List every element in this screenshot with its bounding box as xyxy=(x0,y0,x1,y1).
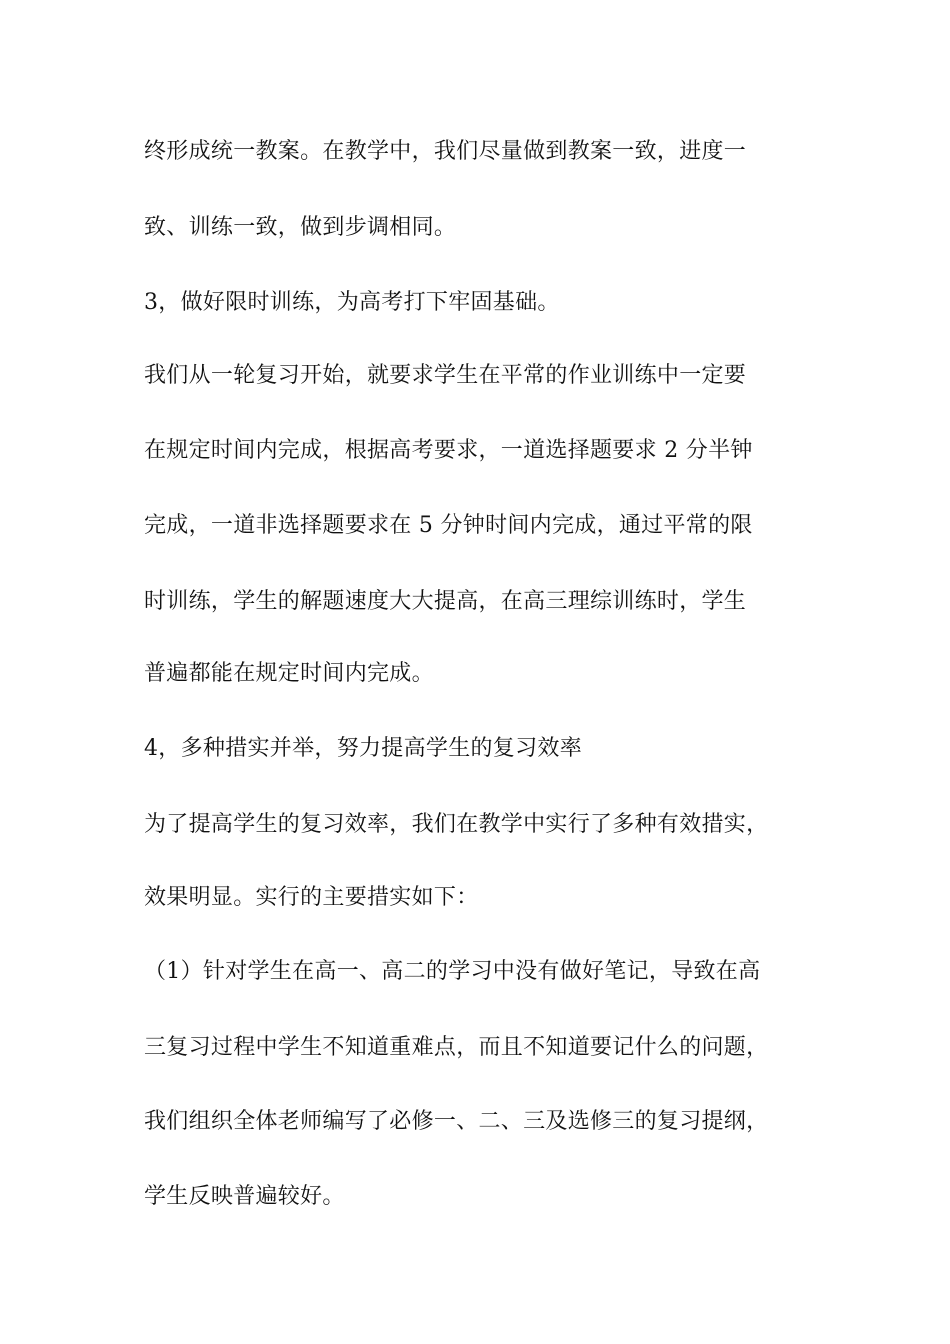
paragraph-line: 致、训练一致，做到步调相同。 xyxy=(144,215,457,240)
paragraph-line: 在规定时间内完成，根据高考要求，一道选择题要求 2 分半钟 xyxy=(144,438,753,463)
paragraph-line: 我们组织全体老师编写了必修一、二、三及选修三的复习提纲， xyxy=(144,1109,769,1134)
paragraph-line: 普遍都能在规定时间内完成。 xyxy=(144,661,434,686)
paragraph-line: 我们从一轮复习开始，就要求学生在平常的作业训练中一定要 xyxy=(144,363,747,388)
paragraph-line: 三复习过程中学生不知道重难点，而且不知道要记什么的问题， xyxy=(144,1035,769,1060)
section-heading: 3，做好限时训练，为高考打下牢固基础。 xyxy=(144,290,560,315)
paragraph-line: 效果明显。实行的主要措实如下： xyxy=(144,885,479,910)
paragraph-line: 终形成统一教案。在教学中，我们尽量做到教案一致，进度一 xyxy=(144,139,747,164)
section-heading: 4，多种措实并举，努力提高学生的复习效率 xyxy=(144,736,582,761)
paragraph-line: 为了提高学生的复习效率，我们在教学中实行了多种有效措实， xyxy=(144,812,769,837)
paragraph-line: 学生反映普遍较好。 xyxy=(144,1184,345,1209)
list-item-line: （1）针对学生在高一、高二的学习中没有做好笔记，导致在高 xyxy=(144,959,761,984)
paragraph-line: 完成，一道非选择题要求在 5 分钟时间内完成，通过平常的限 xyxy=(144,513,753,538)
paragraph-line: 时训练，学生的解题速度大大提高，在高三理综训练时，学生 xyxy=(144,589,747,614)
